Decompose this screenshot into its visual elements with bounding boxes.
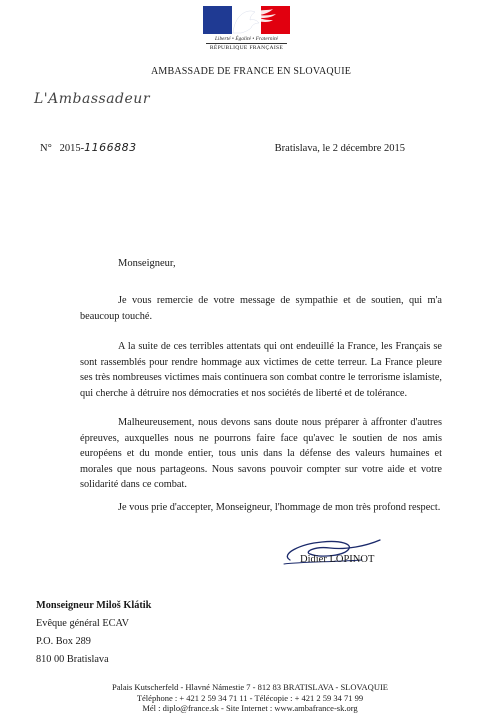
republique-francaise: RÉPUBLIQUE FRANÇAISE <box>209 45 284 51</box>
marianne-flag-icon <box>203 6 290 34</box>
paragraph-solidarity <box>80 415 442 493</box>
paragraph-text: Je vous prie d'accepter, Monseigneur, l'hommage de mon très profond respect. <box>118 502 441 513</box>
paragraph-text: Je vous remercie de votre message de sympathie et de soutien, qui m'a beaucoup touché. <box>80 295 442 322</box>
ambassador-title: L'Ambassadeur <box>34 91 151 107</box>
reference-printed: 2015- <box>59 143 85 154</box>
reference-handwritten: 1166883 <box>84 141 137 154</box>
footer-phone: Téléphone : + 421 2 59 34 71 11 - Télécopie : + 421 2 59 34 71 99 <box>136 692 364 703</box>
salutation: Monseigneur, <box>118 258 176 269</box>
motto: Liberté • Égalité • Fraternité <box>214 36 279 42</box>
handwritten-signature <box>270 526 390 574</box>
recipient-po-box: P.O. Box 289 <box>36 636 91 647</box>
recipient-name: Monseigneur Miloš Klátik <box>36 600 152 611</box>
footer-contact: Mél : diplo@france.sk - Site Internet : www.ambafrance-sk.org <box>142 703 358 713</box>
paragraph-attacks <box>80 339 442 401</box>
footer-address: Palais Kutscherfeld - Hlavné Námestie 7 - 812 83 BRATISLAVA - SLOVAQUIE <box>112 682 388 692</box>
paragraph-closing <box>80 500 442 516</box>
paragraph-text: Malheureusement, nous devons sans doute nous préparer à affronter d'autres épreuves, auxquelles nous ne pourrons faire face qu'avec le soutien de nos amis européens et du monde entier, tous unis dans la défense des valeurs humaines et morales que nous partageons. Nous savons pouvoir compter sur votre aide et votre solidarité dans ce combat. <box>80 417 442 490</box>
logo-divider <box>206 43 287 44</box>
republique-francaise-logo <box>203 6 290 60</box>
letter-footer <box>100 682 400 714</box>
reference-number <box>40 141 137 154</box>
embassy-name: AMBASSADE DE FRANCE EN SLOVAQUIE <box>150 66 352 77</box>
signer-name: Didier LOPINOT <box>300 554 375 565</box>
paragraph-text: A la suite de ces terribles attentats qui ont endeuillé la France, les Français se sont rassemblés pour rendre hommage aux victimes de cette terreur. La France pleure ses très nombreuses victimes mais continuera son combat contre le terrorisme islamiste, qui cherche à détruire nos démocraties et nos sociétés de liberté et de tolérance. <box>80 341 443 399</box>
place-date: Bratislava, le 2 décembre 2015 <box>274 143 405 154</box>
paragraph-thanks <box>80 293 442 324</box>
recipient-title: Evêque général ECAV <box>36 618 130 629</box>
recipient-city: 810 00 Bratislava <box>36 654 109 665</box>
recipient-address <box>36 597 151 669</box>
reference-label: N° <box>40 143 52 154</box>
